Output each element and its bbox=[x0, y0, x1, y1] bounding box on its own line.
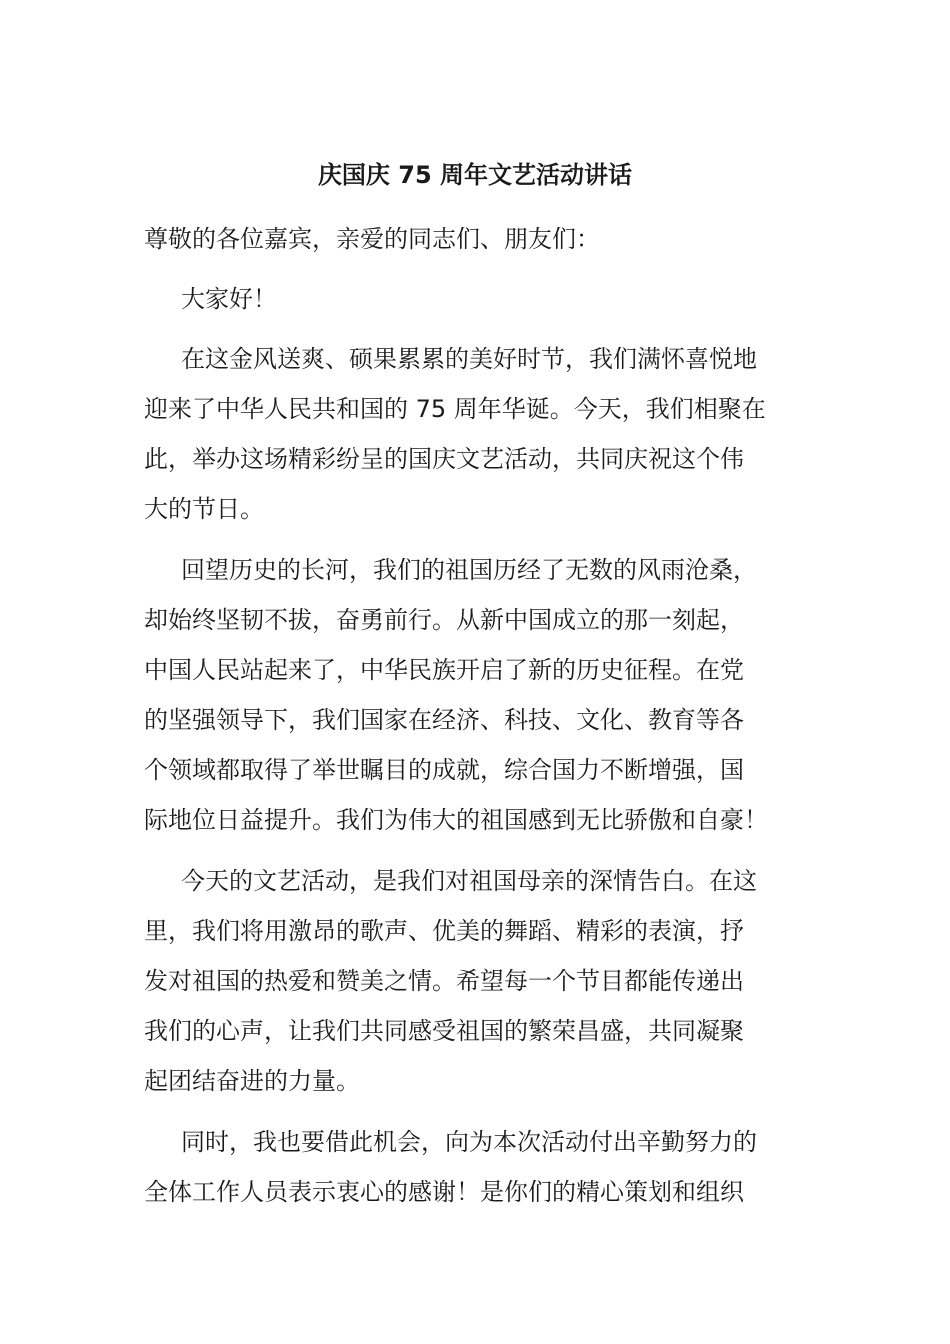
document-title: 庆国庆 75 周年文艺活动讲话 bbox=[317, 161, 633, 189]
paragraph-2 bbox=[144, 545, 808, 845]
paragraph-line: 中国人民站起来了，中华民族开启了新的历史征程。在党 bbox=[144, 656, 744, 684]
paragraph-1 bbox=[144, 334, 808, 534]
paragraph-line: 回望历史的长河，我们的祖国历经了无数的风雨沧桑， bbox=[181, 556, 757, 584]
paragraph-line: 我们的心声，让我们共同感受祖国的繁荣昌盛，共同凝聚 bbox=[144, 1017, 744, 1045]
paragraph-line: 的坚强领导下，我们国家在经济、科技、文化、教育等各 bbox=[144, 706, 744, 734]
paragraph-line: 在这金风送爽、硕果累累的美好时节，我们满怀喜悦地 bbox=[181, 345, 757, 373]
salutation-line: 尊敬的各位嘉宾，亲爱的同志们、朋友们： bbox=[144, 225, 600, 253]
paragraph-line: 发对祖国的热爱和赞美之情。希望每一个节目都能传递出 bbox=[144, 967, 744, 995]
paragraph-line: 今天的文艺活动，是我们对祖国母亲的深情告白。在这 bbox=[181, 867, 757, 895]
paragraph-line: 里，我们将用激昂的歌声、优美的舞蹈、精彩的表演，抒 bbox=[144, 917, 744, 945]
paragraph-line: 大的节日。 bbox=[144, 495, 264, 523]
paragraph-line: 起团结奋进的力量。 bbox=[144, 1067, 360, 1095]
paragraph-line: 此，举办这场精彩纷呈的国庆文艺活动，共同庆祝这个伟 bbox=[144, 445, 744, 473]
paragraph-line: 全体工作人员表示衷心的感谢！是你们的精心策划和组织 bbox=[144, 1178, 744, 1206]
greeting-line: 大家好！ bbox=[181, 285, 277, 313]
paragraph-line: 迎来了中华人民共和国的 75 周年华诞。今天，我们相聚在 bbox=[144, 395, 766, 423]
paragraph-line: 却始终坚韧不拔，奋勇前行。从新中国成立的那一刻起， bbox=[144, 606, 744, 634]
paragraph-line: 际地位日益提升。我们为伟大的祖国感到无比骄傲和自豪！ bbox=[144, 806, 768, 834]
paragraph-4 bbox=[144, 1117, 808, 1217]
paragraph-line: 个领域都取得了举世瞩目的成就，综合国力不断增强，国 bbox=[144, 756, 744, 784]
paragraph-line: 同时，我也要借此机会，向为本次活动付出辛勤努力的 bbox=[181, 1128, 757, 1156]
greeting bbox=[144, 274, 808, 324]
salutation bbox=[144, 214, 808, 264]
paragraph-3 bbox=[144, 856, 808, 1106]
